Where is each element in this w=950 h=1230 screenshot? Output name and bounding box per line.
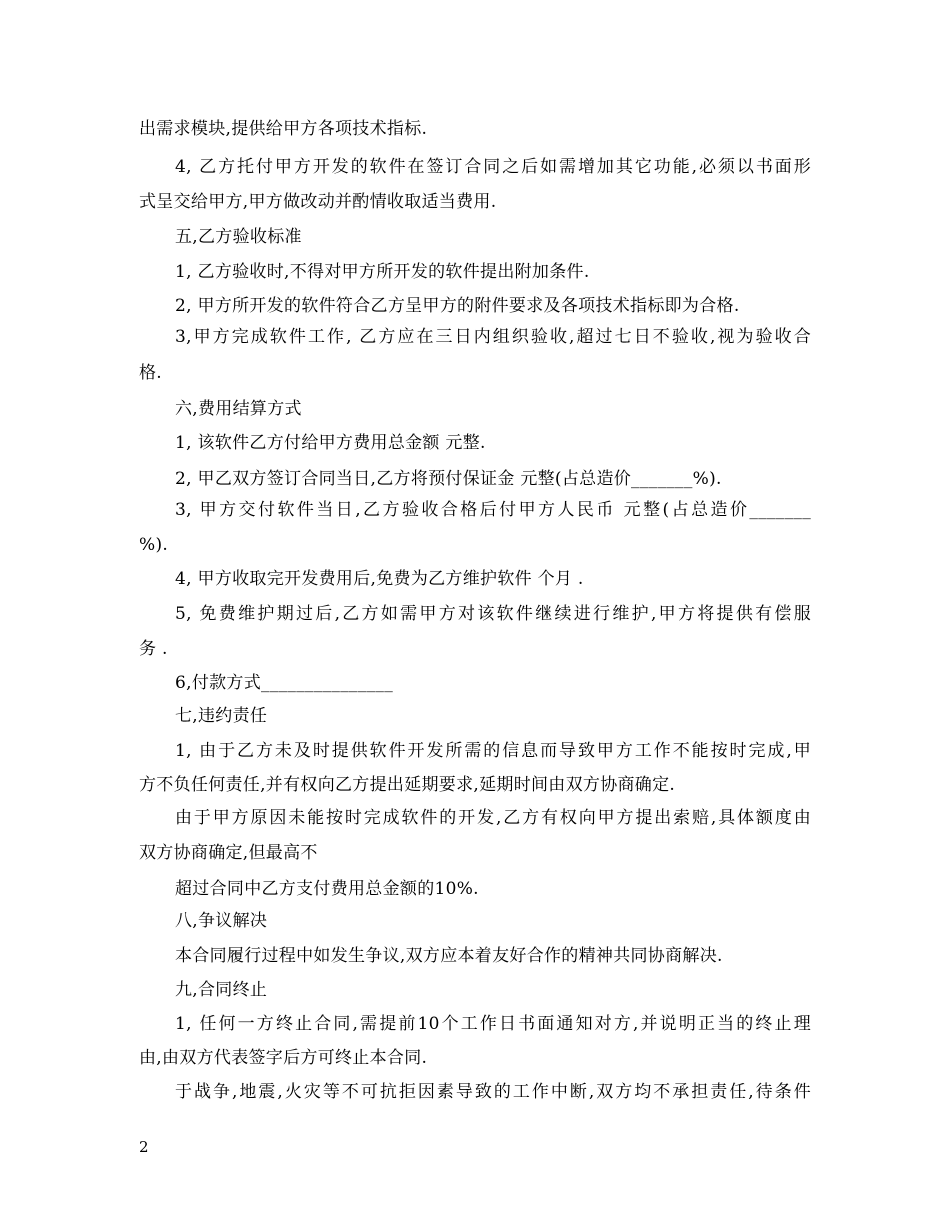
- text-line-16: 务 .: [139, 639, 168, 659]
- text-line-8: 格.: [139, 363, 163, 383]
- text-line-6: 2, 甲方所开发的软件符合乙方呈甲方的附件要求及各项技术指标即为合格.: [175, 296, 740, 316]
- text-line-5: 1, 乙方验收时,不得对甲方所开发的软件提出附加条件.: [175, 262, 590, 282]
- section-heading-9: 九,合同终止: [175, 980, 268, 1000]
- text-line-12: 3, 甲方交付软件当日,乙方验收合格后付甲方人民币 元整(占总造价_______: [175, 500, 811, 520]
- page-number: 2: [139, 1138, 149, 1156]
- section-heading-8: 八,争议解决: [175, 911, 268, 931]
- text-line-1: 出需求模块,提供给甲方各项技术指标.: [139, 119, 428, 139]
- text-line-3: 式呈交给甲方,甲方做改动并酌情收取适当费用.: [139, 192, 497, 212]
- text-line-17: 6,付款方式_______________: [175, 673, 394, 693]
- section-heading-5: 五,乙方验收标准: [175, 227, 302, 247]
- text-line-7: 3,甲方完成软件工作, 乙方应在三日内组织验收,超过七日不验收,视为验收合: [175, 327, 811, 347]
- text-line-10: 1, 该软件乙方付给甲方费用总金额 元整.: [175, 433, 486, 453]
- text-line-11: 2, 甲乙双方签订合同当日,乙方将预付保证金 元整(占总造价_______%).: [175, 469, 722, 489]
- text-line-13: %).: [139, 535, 169, 555]
- text-line-22: 双方协商确定,但最高不: [139, 843, 318, 863]
- text-line-28: 由,由双方代表签字后方可终止本合同.: [139, 1048, 428, 1068]
- text-line-21: 由于甲方原因未能按时完成软件的开发,乙方有权向甲方提出索赔,具体额度由: [175, 808, 811, 828]
- text-line-25: 本合同履行过程中如发生争议,双方应本着友好合作的精神共同协商解决.: [175, 946, 723, 966]
- text-line-15: 5, 免费维护期过后,乙方如需甲方对该软件继续进行维护,甲方将提供有偿服: [175, 604, 811, 624]
- section-heading-7: 七,违约责任: [175, 706, 268, 726]
- section-heading-6: 六,费用结算方式: [175, 399, 302, 419]
- text-line-14: 4, 甲方收取完开发费用后,免费为乙方维护软件 个月 .: [175, 569, 584, 589]
- text-line-23: 超过合同中乙方支付费用总金额的10%.: [175, 879, 479, 899]
- text-line-19: 1, 由于乙方未及时提供软件开发所需的信息而导致甲方工作不能按时完成,甲: [175, 741, 811, 761]
- text-line-27: 1, 任何一方终止合同,需提前10个工作日书面通知对方,并说明正当的终止理: [175, 1014, 811, 1034]
- text-line-2: 4, 乙方托付甲方开发的软件在签订合同之后如需增加其它功能,必须以书面形: [175, 157, 811, 177]
- text-line-20: 方不负任何责任,并有权向乙方提出延期要求,延期时间由双方协商确定.: [139, 775, 676, 795]
- text-line-29: 于战争,地震,火灾等不可抗拒因素导致的工作中断,双方均不承担责任,待条件: [175, 1082, 811, 1102]
